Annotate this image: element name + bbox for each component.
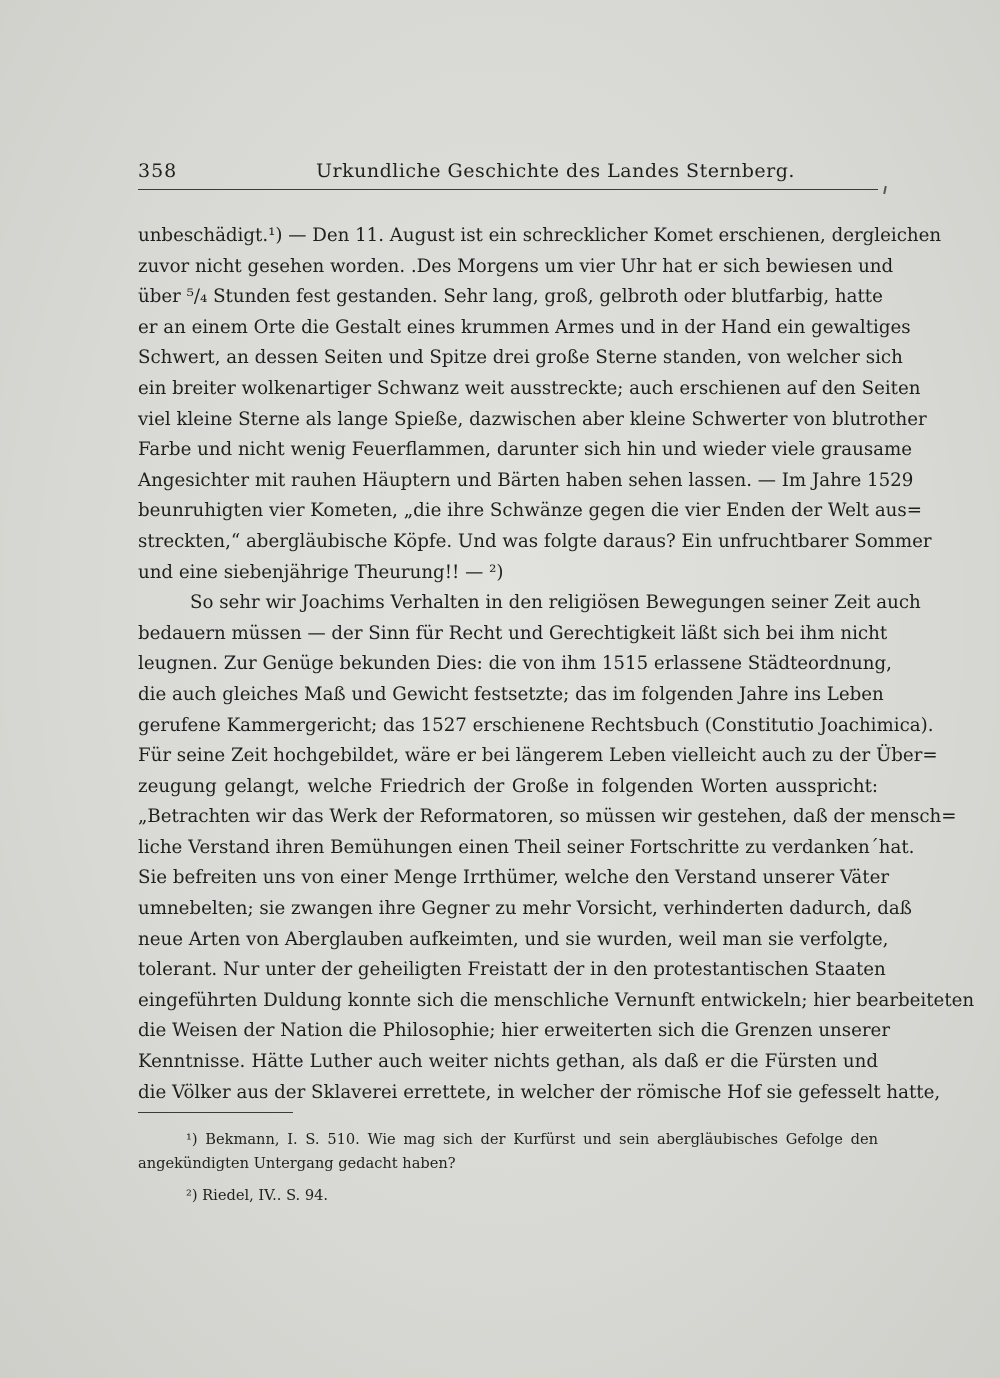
text-line: tolerant. Nur unter der geheiligten Freistatt der in den protestantischen Staaten (138, 959, 886, 981)
text-line: beunruhigten vier Kometen, „die ihre Schwänze gegen die vier Enden der Welt aus= (138, 500, 922, 522)
text-line: ein breiter wolkenartiger Schwanz weit ausstreckte; auch erschienen auf den Seiten (138, 377, 921, 399)
text-line: Kenntnisse. Hätte Luther auch weiter nichts gethan, als daß er die Fürsten und (138, 1051, 878, 1073)
text-line: zuvor nicht gesehen worden. .Des Morgens um vier Uhr hat er sich bewiesen und (138, 255, 894, 277)
text-line: und eine siebenjährige Theurung!! — ²) (138, 561, 504, 583)
page-number: 358 (138, 160, 178, 182)
text-line: über ⁵/₄ Stunden fest gestanden. Sehr lang, groß, gelbroth oder blutfarbig, hatte (138, 286, 883, 308)
text-line: Für seine Zeit hochgebildet, wäre er bei längerem Leben vielleicht auch zu der Über= (138, 745, 938, 767)
text-line: die auch gleiches Maß und Gewicht festsetzte; das im folgenden Jahre ins Leben (138, 683, 884, 705)
text-line: Schwert, an dessen Seiten und Spitze drei große Sterne standen, von welcher sich (138, 347, 903, 369)
text-line: bedauern müssen — der Sinn für Recht und Gerechtigkeit läßt sich bei ihm nicht (138, 622, 888, 644)
text-line: er an einem Orte die Gestalt eines krummen Armes und in der Hand ein gewaltiges (138, 316, 911, 338)
footnotes (138, 1128, 878, 1208)
text-line: viel kleine Sterne als lange Spieße, dazwischen aber kleine Schwerter von blutrother (138, 408, 927, 430)
text-line: leugnen. Zur Genüge bekunden Dies: die von ihm 1515 erlassene Städteordnung, (138, 653, 892, 675)
text-line: gerufene Kammergericht; das 1527 erschienene Rechtsbuch (Constitutio Joachimica). (138, 714, 934, 736)
footnote-1-line: angekündigten Untergang gedacht haben? (138, 1155, 456, 1172)
text-line: die Weisen der Nation die Philosophie; hier erweiterten sich die Grenzen unserer (138, 1020, 891, 1042)
text-line: „Betrachten wir das Werk der Reformatoren, so müssen wir gestehen, daß der mensch= (138, 806, 957, 828)
text-line: die Völker aus der Sklaverei errettete, in welcher der römische Hof sie gefesselt hatte, (138, 1081, 941, 1103)
text-line: unbeschädigt.¹) — Den 11. August ist ein schrecklicher Komet erschienen, dergleichen (138, 225, 942, 246)
text-line: Sie befreiten uns von einer Menge Irrthümer, welche den Verstand unserer Väter (138, 867, 890, 889)
text-line: streckten,“ abergläubische Köpfe. Und was folgte daraus? Ein unfruchtbarer Sommer (138, 530, 932, 552)
footnote-2-line: ²) Riedel, IV.. S. 94. (186, 1187, 329, 1204)
running-title: Urkundliche Geschichte des Landes Sternberg. (316, 160, 795, 182)
body-text (138, 221, 975, 1108)
text-line: umnebelten; sie zwangen ihre Gegner zu mehr Vorsicht, verhinderten dadurch, daß (138, 898, 912, 920)
stray-mark (883, 186, 887, 194)
text-line: zeugung gelangt, welche Friedrich der Große in folgenden Worten ausspricht: (138, 775, 878, 797)
text-line: liche Verstand ihren Bemühungen einen Theil seiner Fortschritte zu verdanken´hat. (138, 836, 915, 858)
paragraph-start-line: So sehr wir Joachims Verhalten in den religiösen Bewegungen seiner Zeit auch (190, 592, 921, 614)
footnote-rule (138, 1112, 293, 1113)
header-rule (138, 189, 878, 190)
page-header (138, 160, 878, 188)
footnote-1-line: ¹) Bekmann, I. S. 510. Wie mag sich der Kurfürst und sein abergläubisches Gefolge den (186, 1131, 878, 1148)
text-line: neue Arten von Aberglauben aufkeimten, und sie wurden, weil man sie verfolgte, (138, 928, 889, 950)
text-line: Farbe und nicht wenig Feuerflammen, darunter sich hin und wieder viele grausame (138, 439, 913, 461)
text-line: eingeführten Duldung konnte sich die menschliche Vernunft entwickeln; hier bearbeiteten (138, 989, 975, 1011)
text-line: Angesichter mit rauhen Häuptern und Bärten haben sehen lassen. — Im Jahre 1529 (138, 469, 914, 491)
